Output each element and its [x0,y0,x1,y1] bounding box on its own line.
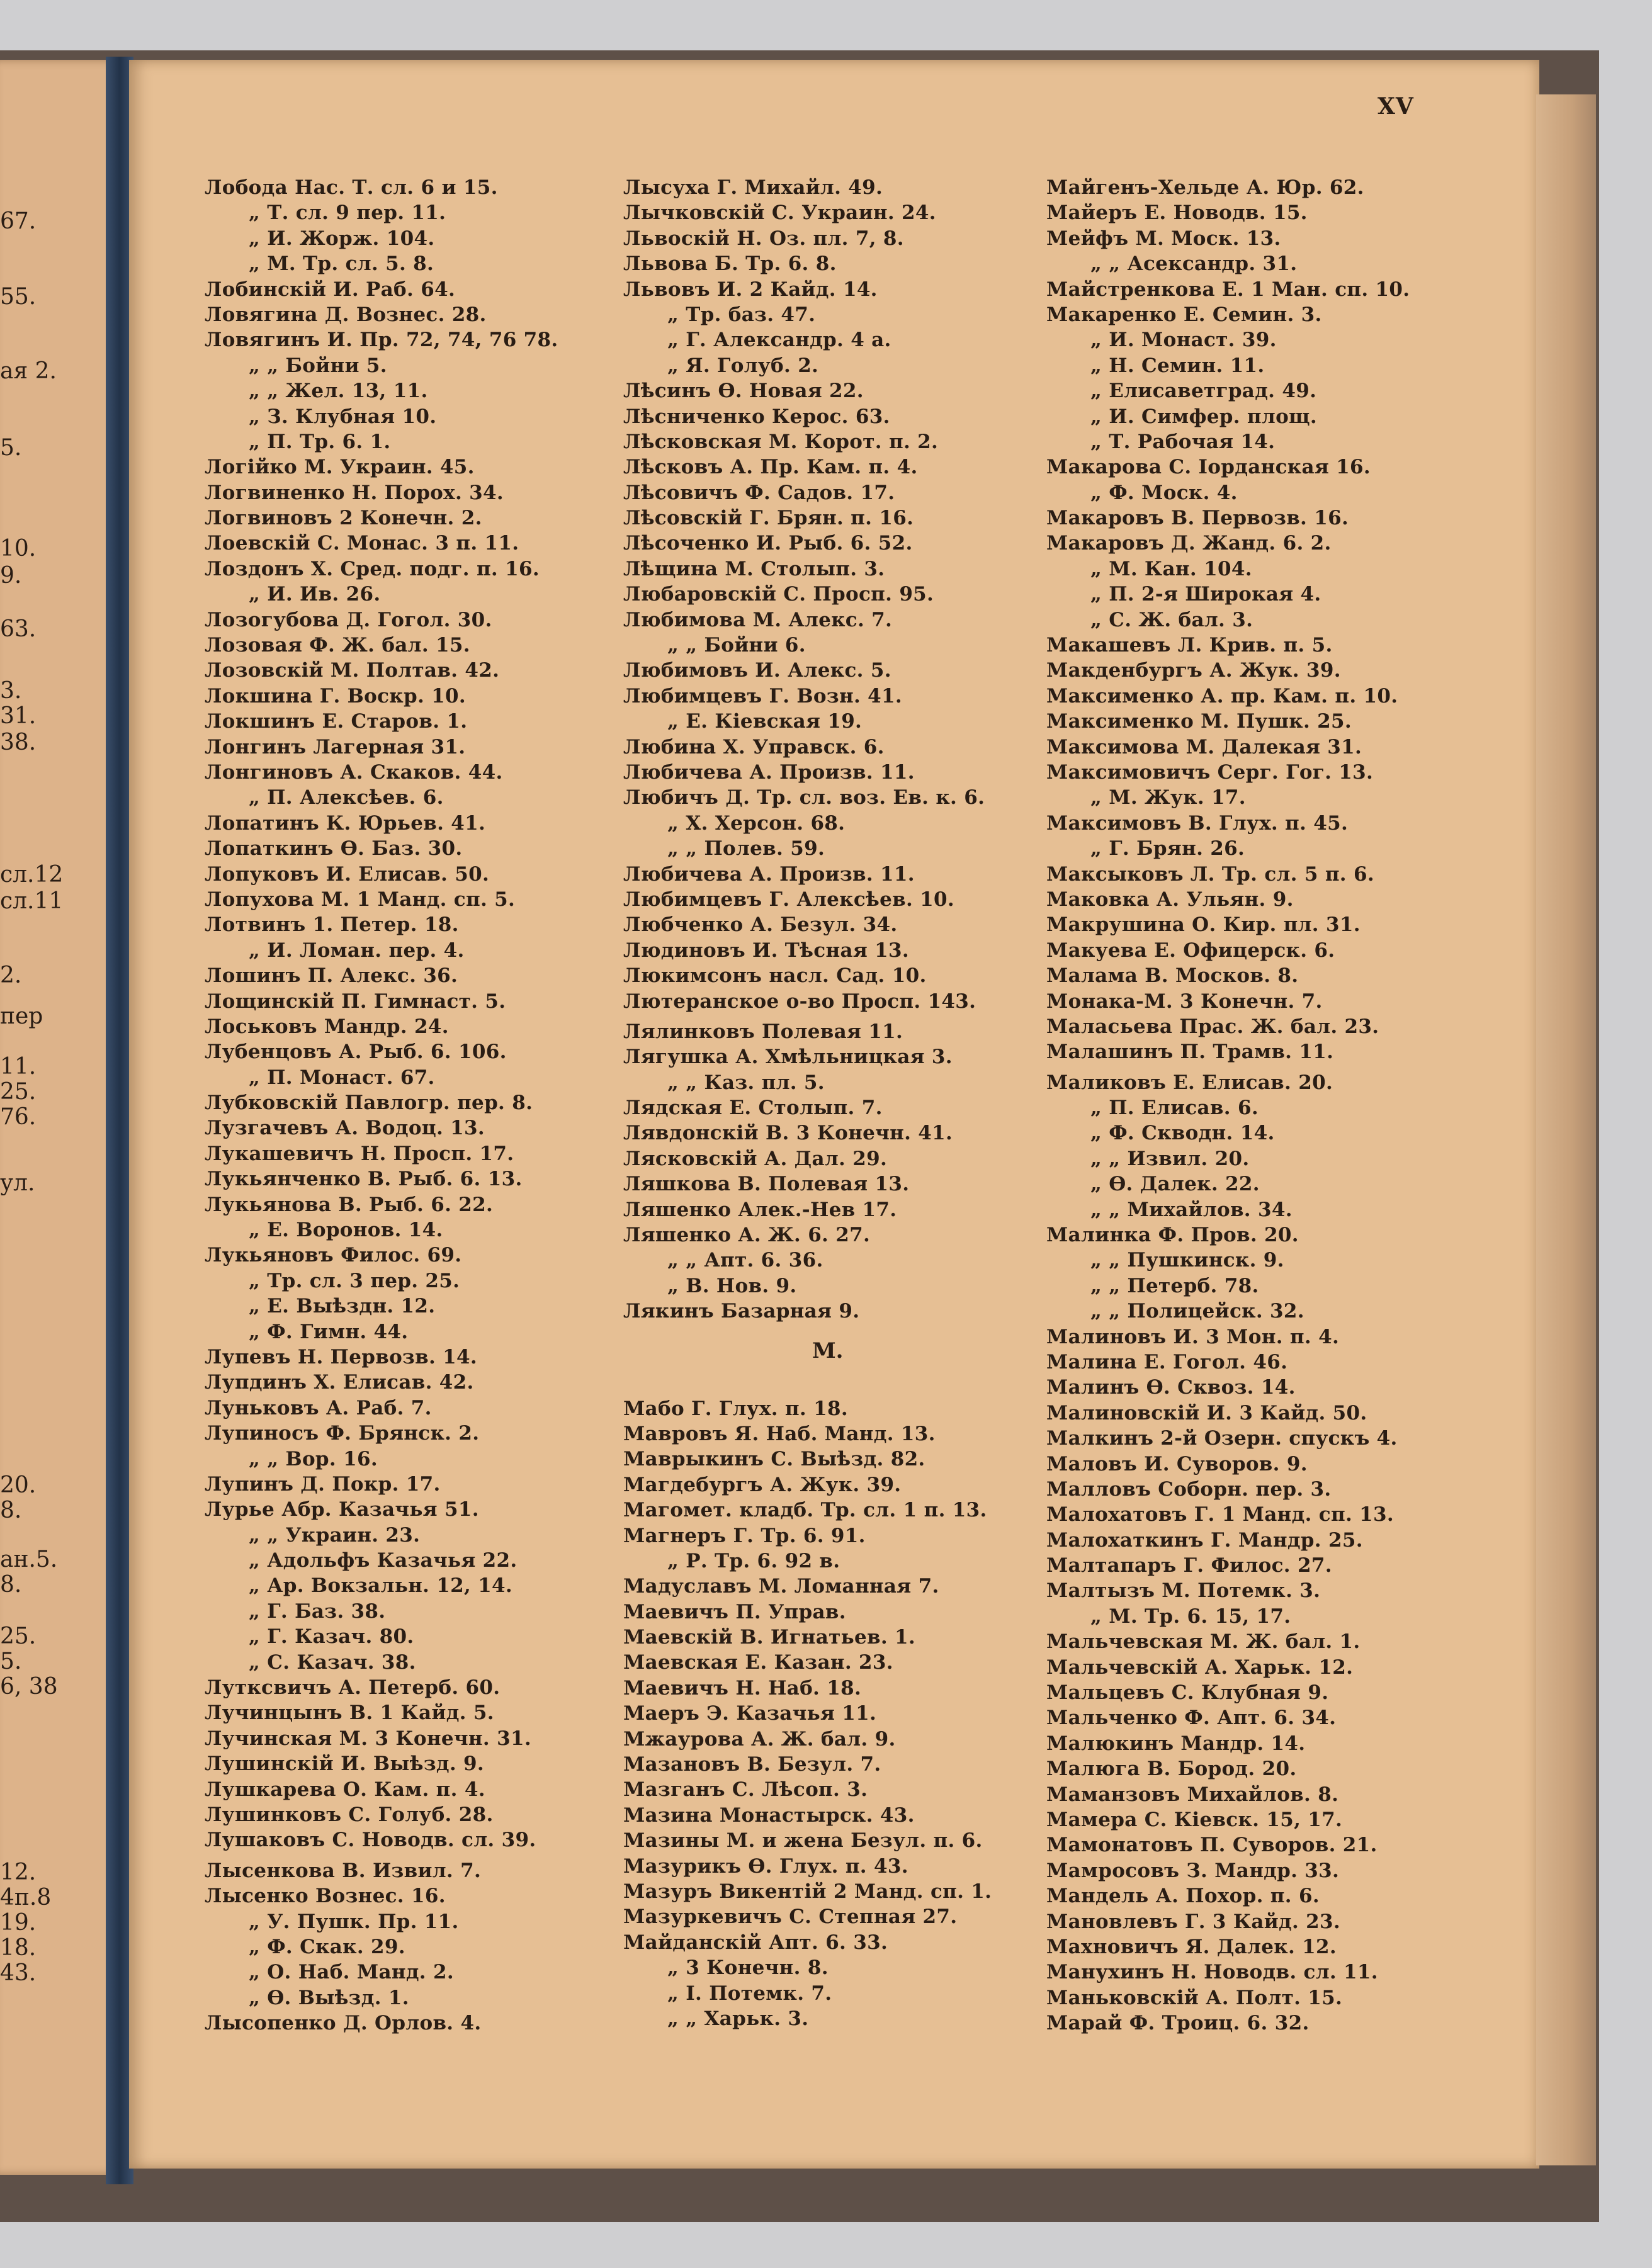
directory-entry: Лопатинъ К. Юрьев. 41. [205,811,486,835]
directory-entry: Малтапаръ Г. Филос. 27. [1046,1554,1332,1577]
directory-entry: Лупдинъ Х. Елисав. 42. [205,1371,474,1394]
directory-entry: Лысенкова В. Извил. 7. [205,1859,482,1882]
directory-entry: Любимова М. Алекс. 7. [623,608,893,631]
directory-entry: Мальчевскій А. Харьк. 12. [1046,1656,1354,1679]
directory-entry: „ Елисаветград. 49. [1090,380,1317,403]
directory-entry: Лѣщина М. Столып. 3. [623,557,885,580]
directory-entry: Мазуркевичъ С. Степная 27. [623,1905,958,1929]
directory-entry: „ „ Жел. 13, 11. [249,380,428,403]
directory-entry: Лясковскій А. Дал. 29. [623,1147,888,1170]
page-number: XV [1378,93,1414,120]
directory-entry: Лѣсниченко Керос. 63. [623,405,890,428]
left-page-fragment: ул. [0,1170,35,1196]
directory-entry: „ С. Ж. бал. 3. [1090,608,1253,631]
left-page-fragment: 25. [0,1623,37,1649]
directory-entry: „ Г. Казач. 80. [249,1625,414,1649]
directory-entry: Майеръ Е. Новодв. 15. [1046,201,1308,225]
directory-entry: Мжаурова А. Ж. бал. 9. [623,1727,896,1751]
directory-entry: Мальчевская М. Ж. бал. 1. [1046,1630,1361,1654]
left-page-fragment: 11. [0,1054,37,1080]
directory-entry: Лушинковъ С. Голуб. 28. [205,1803,494,1826]
directory-entry: Маковка А. Ульян. 9. [1046,888,1294,911]
directory-entry: Львовъ И. 2 Кайд. 14. [623,278,878,301]
directory-entry: Мальцевъ С. Клубная 9. [1046,1681,1329,1705]
directory-entry: Мазганъ С. Лѣсоп. 3. [623,1778,868,1802]
directory-entry: Марай Ф. Троиц. 6. 32. [1046,2012,1310,2035]
directory-entry: „ „ Бойни 6. [667,634,806,657]
left-page-fragment: сл.11 [0,888,64,914]
directory-entry: Малашинъ П. Трамв. 11. [1046,1041,1334,1064]
directory-entry: Мамонатовъ П. Суворов. 21. [1046,1834,1378,1857]
section-letter: М. [812,1338,844,1363]
directory-entry: Маеръ Э. Казачья 11. [623,1702,877,1725]
directory-entry: Маевичъ Н. Наб. 18. [623,1676,862,1700]
directory-entry: Малинъ Ө. Сквоз. 14. [1046,1376,1296,1399]
directory-entry: „ О. Наб. Манд. 2. [249,1961,454,1984]
directory-entry: Магдебургъ А. Жук. 39. [623,1473,902,1496]
directory-entry: „ В. Нов. 9. [667,1274,797,1297]
directory-entry: „ 3 Конечн. 8. [667,1956,829,1980]
directory-entry: Мавровъ Я. Наб. Манд. 13. [623,1422,936,1445]
left-page-fragment: 38. [0,730,37,755]
directory-entry: Ловягинъ И. Пр. 72, 74, 76 78. [205,329,558,352]
directory-entry: Лягушка А. Хмѣльницкая 3. [623,1046,953,1069]
directory-entry: Лутксвичъ А. Петерб. 60. [205,1676,501,1700]
directory-entry: „ „ Михайлов. 34. [1090,1198,1293,1221]
directory-entry: „ Ф. Гимн. 44. [249,1320,409,1343]
directory-entry: Логвиновъ 2 Конечн. 2. [205,507,482,530]
directory-entry: Лупевъ Н. Первозв. 14. [205,1345,477,1368]
directory-entry: Маевская Е. Казан. 23. [623,1651,893,1674]
directory-entry: Максимова М. Далекая 31. [1046,735,1362,759]
directory-entry: Лопаткинъ Ө. Баз. 30. [205,837,463,860]
directory-entry: „ „ Бойни 5. [249,354,387,377]
directory-entry: Манухинъ Н. Новодв. сл. 11. [1046,1961,1378,1984]
left-page-fragment: пер [0,1003,43,1029]
directory-entry: „ „ Полицейск. 32. [1090,1300,1304,1323]
directory-entry: Малохатовъ Г. 1 Манд. сп. 13. [1046,1503,1394,1526]
directory-entry: „ И. Жорж. 104. [249,227,435,250]
directory-entry: „ „ Апт. 6. 36. [667,1249,823,1272]
directory-entry: Максименко М. Пушк. 25. [1046,710,1352,733]
directory-entry: Лопуковъ И. Елисав. 50. [205,862,490,886]
directory-entry: „ П. Монаст. 67. [249,1066,435,1089]
directory-entry: „ Х. Херсон. 68. [667,811,846,835]
directory-entry: Мазина Монастырск. 43. [623,1803,915,1827]
directory-entry: Мейфъ М. Моск. 13. [1046,227,1281,250]
directory-entry: Макашевъ Л. Крив. п. 5. [1046,634,1333,657]
directory-entry: Лялинковъ Полевая 11. [623,1020,903,1043]
directory-entry: „ „ Украин. 23. [249,1523,421,1547]
left-page-fragment: 67. [0,208,37,234]
directory-entry: „ У. Пушк. Пр. 11. [249,1910,459,1933]
directory-entry: Лукьяновъ Филос. 69. [205,1244,462,1267]
directory-entry: Ляшкова В. Полевая 13. [623,1173,910,1196]
directory-entry: Лоздонъ Х. Сред. подг. п. 16. [205,557,540,580]
left-page-fragment: 19. [0,1910,37,1936]
directory-entry: Ловягина Д. Вознес. 28. [205,303,487,326]
directory-entry: „ З. Клубная 10. [249,405,437,428]
directory-entry: Макаровъ Д. Жанд. 6. 2. [1046,532,1332,555]
directory-entry: Малкинъ 2-й Озерн. спускъ 4. [1046,1427,1398,1450]
directory-entry: Лушинскій И. Выѣзд. 9. [205,1752,485,1776]
directory-entry: Малинка Ф. Пров. 20. [1046,1224,1299,1247]
directory-entry: Мазины М. и жена Безул. п. 6. [623,1829,983,1853]
directory-entry: Макрушина О. Кир. пл. 31. [1046,913,1361,937]
directory-entry: Лычковскій С. Украин. 24. [623,201,936,225]
left-page-fragment: 63. [0,616,37,642]
directory-entry: „ Ө. Далек. 22. [1090,1173,1260,1196]
directory-entry: Лѣсинъ Ө. Новая 22. [623,380,864,403]
directory-entry: „ „ Каз. пл. 5. [667,1071,825,1094]
directory-entry: Мазурикъ Ө. Глух. п. 43. [623,1854,908,1878]
directory-entry: Любимцевъ Г. Возн. 41. [623,684,902,708]
directory-entry: Любина Х. Управск. 6. [623,735,885,759]
left-page-fragment: 43. [0,1960,37,1986]
directory-entry: „ Тр. баз. 47. [667,303,816,326]
directory-entry: Лоевскій С. Монас. 3 п. 11. [205,532,519,555]
column-2 [623,175,992,2031]
directory-entry: Лозовскій М. Полтав. 42. [205,659,500,682]
left-page-fragment: 76. [0,1104,37,1130]
left-page-fragment: ан.5. [0,1547,58,1572]
directory-entry: Лузгачевъ А. Водоц. 13. [205,1117,485,1140]
directory-entry: Мальченко Ф. Апт. 6. 34. [1046,1707,1337,1730]
directory-entry: Мазуръ Викентій 2 Манд. сп. 1. [623,1880,992,1903]
directory-entry: „ П. Алексѣев. 6. [249,786,444,810]
directory-entry: „ „ Извил. 20. [1090,1147,1250,1170]
directory-entry: Лысуха Г. Михайл. 49. [623,176,883,199]
directory-entry: Мановлевъ Г. 3 Кайд. 23. [1046,1910,1341,1933]
directory-entry: „ Ф. Скак. 29. [249,1935,405,1958]
directory-entry: Луньковъ А. Раб. 7. [205,1396,432,1419]
directory-entry: „ Е. Выѣздн. 12. [249,1295,436,1318]
directory-entry: „ Е. Воронов. 14. [249,1219,443,1242]
directory-entry: Лысенко Вознес. 16. [205,1885,446,1908]
left-page-fragment: 5. [0,1649,22,1674]
directory-entry: Малиновскій И. 3 Кайд. 50. [1046,1401,1367,1425]
directory-entry: „ Тр. сл. 3 пер. 25. [249,1269,460,1292]
left-page-fragment: 4п.8 [0,1885,52,1910]
directory-entry: „ Г. Александр. 4 а. [667,329,891,352]
directory-entry: Лѣсовичъ Ф. Садов. 17. [623,481,895,504]
left-page-fragment: ая 2. [0,358,57,384]
directory-entry: Маевскій В. Игнатьев. 1. [623,1626,915,1649]
directory-entry: Лурье Абр. Казачья 51. [205,1498,479,1521]
directory-entry: „ Е. Кіевская 19. [667,710,863,733]
directory-entry: Лозовая Ф. Ж. бал. 15. [205,634,470,657]
directory-entry: „ Ар. Вокзальн. 12, 14. [249,1574,512,1598]
directory-entry: Макденбургъ А. Жук. 39. [1046,659,1341,682]
directory-entry: Львоскій Н. Оз. пл. 7, 8. [623,227,904,250]
directory-entry: „ П. Тр. 6. 1. [249,430,391,453]
directory-entry: „ „ Асександр. 31. [1090,252,1298,276]
left-page-fragment: сл.12 [0,862,64,888]
directory-entry: Лопухова М. 1 Манд. сп. 5. [205,888,516,911]
directory-entry: „ Т. Рабочая 14. [1090,430,1276,453]
left-page-fragment: 12. [0,1859,37,1885]
directory-entry: Лѣсоченко И. Рыб. 6. 52. [623,532,913,555]
directory-entry: Лучинцынъ В. 1 Кайд. 5. [205,1701,494,1725]
directory-entry: Лушкарева О. Кам. п. 4. [205,1778,485,1801]
directory-entry: Малиновъ И. 3 Мон. п. 4. [1046,1325,1340,1348]
directory-entry: „ М. Тр. сл. 5. 8. [249,252,434,276]
directory-entry: Маласьева Прас. Ж. бал. 23. [1046,1015,1379,1038]
directory-entry: Максименко А. пр. Кам. п. 10. [1046,684,1398,708]
directory-entry: „ „ Полев. 59. [667,837,825,860]
column-1 [205,175,558,2036]
directory-entry: „ И. Симфер. площ. [1090,405,1317,428]
directory-entry: Маманзовъ Михайлов. 8. [1046,1783,1339,1806]
directory-entry: Любичева А. Произв. 11. [623,862,915,886]
directory-entry: Макаровъ В. Первозв. 16. [1046,507,1349,530]
directory-entry: Локшина Г. Воскр. 10. [205,684,466,708]
directory-entry: Лукьянченко В. Рыб. 6. 13. [205,1168,523,1191]
directory-entry: Макарова С. Іорданская 16. [1046,456,1371,479]
directory-entry: Макуева Е. Офицерск. 6. [1046,939,1335,962]
directory-entry: Лякинъ Базарная 9. [623,1300,860,1323]
directory-entry: „ Я. Голуб. 2. [667,354,819,377]
directory-entry: Логійко М. Украин. 45. [205,456,475,479]
directory-entry: Лоськовъ Мандр. 24. [205,1015,449,1038]
directory-entry: „ П. 2-я Широкая 4. [1090,583,1321,606]
left-page-fragment: 3. [0,678,22,704]
directory-entry: Лотвинъ 1. Петер. 18. [205,913,459,937]
directory-entry: Маврыкинъ С. Выѣзд. 82. [623,1448,925,1471]
page-stack-edge [1536,94,1596,2165]
left-page-fragment: 10. [0,536,37,561]
directory-entry: Лупинъ Д. Покр. 17. [205,1472,441,1496]
directory-entry: Любичъ Д. Тр. сл. воз. Ев. к. 6. [623,786,985,810]
directory-entry: Лѣсовскій Г. Брян. п. 16. [623,507,914,530]
directory-entry: Люкимсонъ насл. Сад. 10. [623,964,927,988]
directory-entry: Майгенъ-Хельде А. Юр. 62. [1046,176,1364,199]
directory-entry: Львова Б. Тр. 6. 8. [623,252,837,276]
directory-entry: Малама В. Москов. 8. [1046,964,1299,988]
directory-entry: Малина Е. Гогол. 46. [1046,1350,1288,1374]
left-page-fragment: 25. [0,1079,37,1105]
directory-entry: „ И. Монаст. 39. [1090,329,1277,352]
directory-entry: Лонгиновъ А. Скаков. 44. [205,760,503,784]
left-page-fragment: 5. [0,435,22,461]
directory-entry: Людиновъ И. Тѣсная 13. [623,939,909,962]
directory-entry: „ С. Казач. 38. [249,1650,416,1674]
directory-entry: Лушаковъ С. Новодв. сл. 39. [205,1829,536,1852]
directory-entry: „ „ Вор. 16. [249,1447,378,1470]
left-page-fragment: 6, 38 [0,1674,58,1700]
column-3 [1046,175,1410,2036]
directory-entry: Малтызъ М. Потемк. 3. [1046,1579,1321,1603]
directory-entry: Лукьянова В. Рыб. 6. 22. [205,1193,494,1216]
directory-entry: Макаренко Е. Семин. 3. [1046,303,1322,326]
directory-entry: „ П. Елисав. 6. [1090,1097,1259,1120]
directory-entry: Маликовъ Е. Елисав. 20. [1046,1071,1333,1094]
directory-entry: „ Н. Семин. 11. [1090,354,1265,377]
directory-entry: Магнеръ Г. Тр. 6. 91. [623,1524,866,1547]
directory-entry: „ Т. сл. 9 пер. 11. [249,201,446,225]
directory-entry: „ Р. Тр. 6. 92 в. [667,1549,840,1572]
directory-entry: Лысопенко Д. Орлов. 4. [205,2012,482,2035]
directory-entry: Локшинъ Е. Старов. 1. [205,710,468,733]
directory-entry: Лядская Е. Столып. 7. [623,1097,883,1120]
directory-entry: „ І. Потемк. 7. [667,1982,832,2005]
directory-entry: „ М. Кан. 104. [1090,557,1252,580]
directory-entry: „ Ө. Выѣзд. 1. [249,1986,409,2009]
left-page-fragment: 55. [0,284,37,310]
directory-entry: „ И. Ив. 26. [249,583,381,606]
left-page-fragment: 18. [0,1935,37,1961]
directory-entry: Лупиносъ Ф. Брянск. 2. [205,1422,480,1445]
directory-entry: „ М. Тр. 6. 15, 17. [1090,1605,1291,1628]
directory-entry: Мандель А. Похор. п. 6. [1046,1885,1320,1908]
directory-entry: „ „ Харьк. 3. [667,2007,809,2030]
directory-entry: „ Г. Баз. 38. [249,1599,386,1623]
directory-entry: Лонгинъ Лагерная 31. [205,735,466,759]
directory-entry: Лубковскій Павлогр. пер. 8. [205,1092,533,1115]
directory-entry: Любимовъ И. Алекс. 5. [623,659,891,682]
directory-entry: „ Г. Брян. 26. [1090,837,1245,860]
directory-entry: Максимовъ В. Глух. п. 45. [1046,811,1349,835]
directory-entry: Маньковскій А. Полт. 15. [1046,1986,1343,2009]
directory-entry: Майданскій Апт. 6. 33. [623,1931,888,1954]
directory-entry: Максыковъ Л. Тр. сл. 5 п. 6. [1046,862,1374,886]
directory-entry: Лошинъ П. Алекс. 36. [205,964,458,988]
directory-entry: Лощинскій П. Гимнаст. 5. [205,990,506,1013]
directory-entry: Ляшенко Алек.-Нев 17. [623,1198,897,1221]
left-page-fragment: 20. [0,1472,37,1498]
directory-entry: „ „ Пушкинск. 9. [1090,1249,1284,1272]
directory-entry: Лучинская М. 3 Конечн. 31. [205,1727,531,1750]
directory-entry: Лукашевичъ Н. Просп. 17. [205,1142,514,1165]
directory-entry: Лѣсковская М. Корот. п. 2. [623,430,939,453]
directory-entry: Лѣсковъ А. Пр. Кам. п. 4. [623,456,918,479]
directory-entry: Любченко А. Безул. 34. [623,913,898,937]
directory-entry: Максимовичъ Серг. Гог. 13. [1046,760,1374,784]
directory-entry: „ Адольфъ Казачья 22. [249,1549,518,1572]
directory-entry: Мазановъ В. Безул. 7. [623,1753,881,1776]
left-page-fragment: 2. [0,962,22,988]
directory-entry: Мамера С. Кіевск. 15, 17. [1046,1808,1343,1831]
directory-entry: Лютеранское о-во Просп. 143. [623,990,976,1013]
directory-entry: Мабо Г. Глух. п. 18. [623,1397,848,1420]
directory-entry: Лявдонскій В. 3 Конечн. 41. [623,1122,953,1145]
directory-entry: Лобинскій И. Раб. 64. [205,278,456,301]
directory-entry: Лобода Нас. Т. сл. 6 и 15. [205,176,498,199]
directory-entry: Ляшенко А. Ж. 6. 27. [623,1224,871,1247]
directory-entry: Малюга В. Бород. 20. [1046,1757,1297,1781]
directory-entry: Мамросовъ З. Мандр. 33. [1046,1859,1340,1882]
directory-entry: Малюкинъ Мандр. 14. [1046,1732,1306,1755]
directory-entry: Любаровскій С. Просп. 95. [623,583,934,606]
directory-entry: Малловъ Соборн. пер. 3. [1046,1477,1332,1501]
directory-entry: „ М. Жук. 17. [1090,786,1246,810]
directory-entry: Мадуславъ М. Ломанная 7. [623,1575,939,1598]
directory-entry: Логвиненко Н. Порох. 34. [205,481,504,504]
directory-entry: Махновичъ Я. Далек. 12. [1046,1935,1337,1958]
directory-entry: Малохаткинъ Г. Мандр. 25. [1046,1528,1363,1552]
left-page-fragment: 31. [0,703,37,729]
directory-entry: „ Ф. Скводн. 14. [1090,1122,1275,1145]
directory-entry: Любимцевъ Г. Алексѣев. 10. [623,888,954,911]
directory-entry: Монака-М. 3 Конечн. 7. [1046,990,1323,1013]
directory-entry: Майстренкова Е. 1 Ман. сп. 10. [1046,278,1410,301]
left-page-fragment: 8. [0,1572,22,1598]
directory-entry: Маевичъ П. Управ. [623,1600,846,1623]
directory-entry: „ „ Петерб. 78. [1090,1274,1259,1297]
directory-entry: Магомет. кладб. Тр. сл. 1 п. 13. [623,1499,987,1522]
directory-entry: Лозогубова Д. Гогол. 30. [205,608,492,631]
left-page-fragment: 9. [0,563,22,589]
directory-entry: Любичева А. Произв. 11. [623,760,915,784]
left-page-fragment: 8. [0,1498,22,1523]
directory-entry: Лубенцовъ А. Рыб. 6. 106. [205,1041,507,1064]
directory-entry: „ Ф. Моск. 4. [1090,481,1238,504]
directory-entry: Маловъ И. Суворов. 9. [1046,1452,1308,1475]
directory-entry: „ И. Ломан. пер. 4. [249,939,465,962]
